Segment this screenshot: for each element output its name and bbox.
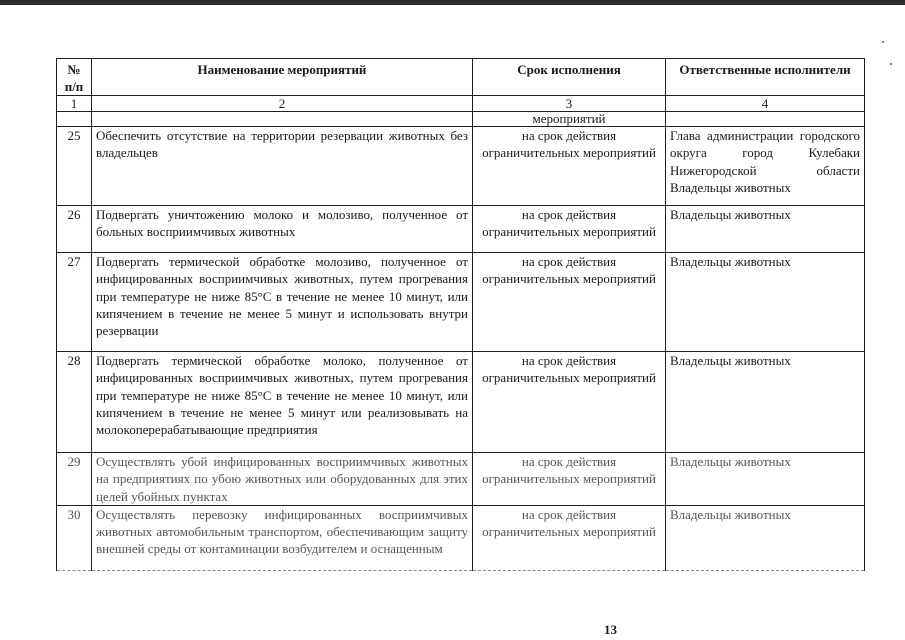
- cell-resp: Владельцы животных: [666, 253, 865, 352]
- page-number: 13: [604, 622, 617, 637]
- column-number: 3: [473, 96, 666, 112]
- top-border-line: [0, 0, 905, 5]
- cell-resp: [666, 112, 865, 127]
- cell-num: 25: [57, 127, 92, 206]
- header-term: Срок исполнения: [473, 59, 666, 96]
- header-row: [57, 59, 865, 96]
- cell-num: 29: [57, 453, 92, 506]
- cell-name: Подвергать термической обработке молоко, полученное от инфицированных восприимчивых животных, путем прогревания при температуре не ниже 85°C в течение не менее 10 минут, или кипячением в течение не менее 5 минут или реализовывать на молокоперерабатывающие предприятия: [92, 352, 473, 453]
- column-number: 1: [57, 96, 92, 112]
- table-row: [57, 453, 865, 506]
- cell-term: на срок действия ограничительных мероприятий: [473, 127, 666, 206]
- header-resp: Ответственные исполнители: [666, 59, 865, 96]
- cell-name: Обеспечить отсутствие на территории резервации животных без владельцев: [92, 127, 473, 206]
- cell-name: Подвергать уничтожению молоко и молозиво, полученное от больных восприимчивых животных: [92, 206, 473, 253]
- cell-name: Осуществлять перевозку инфицированных восприимчивых животных автомобильным транспортом, обеспечивающим защиту внешней среды от контаминации возбудителем и оснащенным: [92, 505, 473, 570]
- continuation-row: [57, 112, 865, 127]
- cell-num: 27: [57, 253, 92, 352]
- cell-resp: Глава администрации городского округа город Кулебаки Нижегородской области Владельцы животных: [666, 127, 865, 206]
- table-row: [57, 127, 865, 206]
- cell-term: на срок действия ограничительных мероприятий: [473, 352, 666, 453]
- table-row: [57, 505, 865, 570]
- cell-name: [92, 112, 473, 127]
- cell-term: на срок действия ограничительных мероприятий: [473, 505, 666, 570]
- cell-term: мероприятий: [473, 112, 666, 127]
- cell-num: 30: [57, 505, 92, 570]
- header-name: Наименование мероприятий: [92, 59, 473, 96]
- cell-resp: Владельцы животных: [666, 505, 865, 570]
- cell-num: 28: [57, 352, 92, 453]
- cell-resp: Владельцы животных: [666, 453, 865, 506]
- cell-name: Осуществлять убой инфицированных восприимчивых животных на предприятиях по убою животных или оборудованных для этих целей убойных пунктах: [92, 453, 473, 506]
- table-row: [57, 352, 865, 453]
- cell-term: на срок действия ограничительных мероприятий: [473, 206, 666, 253]
- cell-term: на срок действия ограничительных мероприятий: [473, 253, 666, 352]
- scan-speck: [890, 63, 892, 65]
- header-num: № п/п: [57, 59, 92, 96]
- cell-term: на срок действия ограничительных мероприятий: [473, 453, 666, 506]
- measures-table: [56, 58, 865, 571]
- column-number: 2: [92, 96, 473, 112]
- cell-num: [57, 112, 92, 127]
- cell-num: 26: [57, 206, 92, 253]
- cell-resp: Владельцы животных: [666, 206, 865, 253]
- column-numbers-row: [57, 96, 865, 112]
- cell-name: Подвергать термической обработке молозиво, полученное от инфицированных восприимчивых животных, путем прогревания при температуре не ниже 85°C в течение не менее 10 минут, или кипячением в течение не менее 5 минут и использовать внутри резервации: [92, 253, 473, 352]
- scan-speck: [882, 41, 884, 43]
- table-row: [57, 206, 865, 253]
- cell-resp: Владельцы животных: [666, 352, 865, 453]
- column-number: 4: [666, 96, 865, 112]
- table-row: [57, 253, 865, 352]
